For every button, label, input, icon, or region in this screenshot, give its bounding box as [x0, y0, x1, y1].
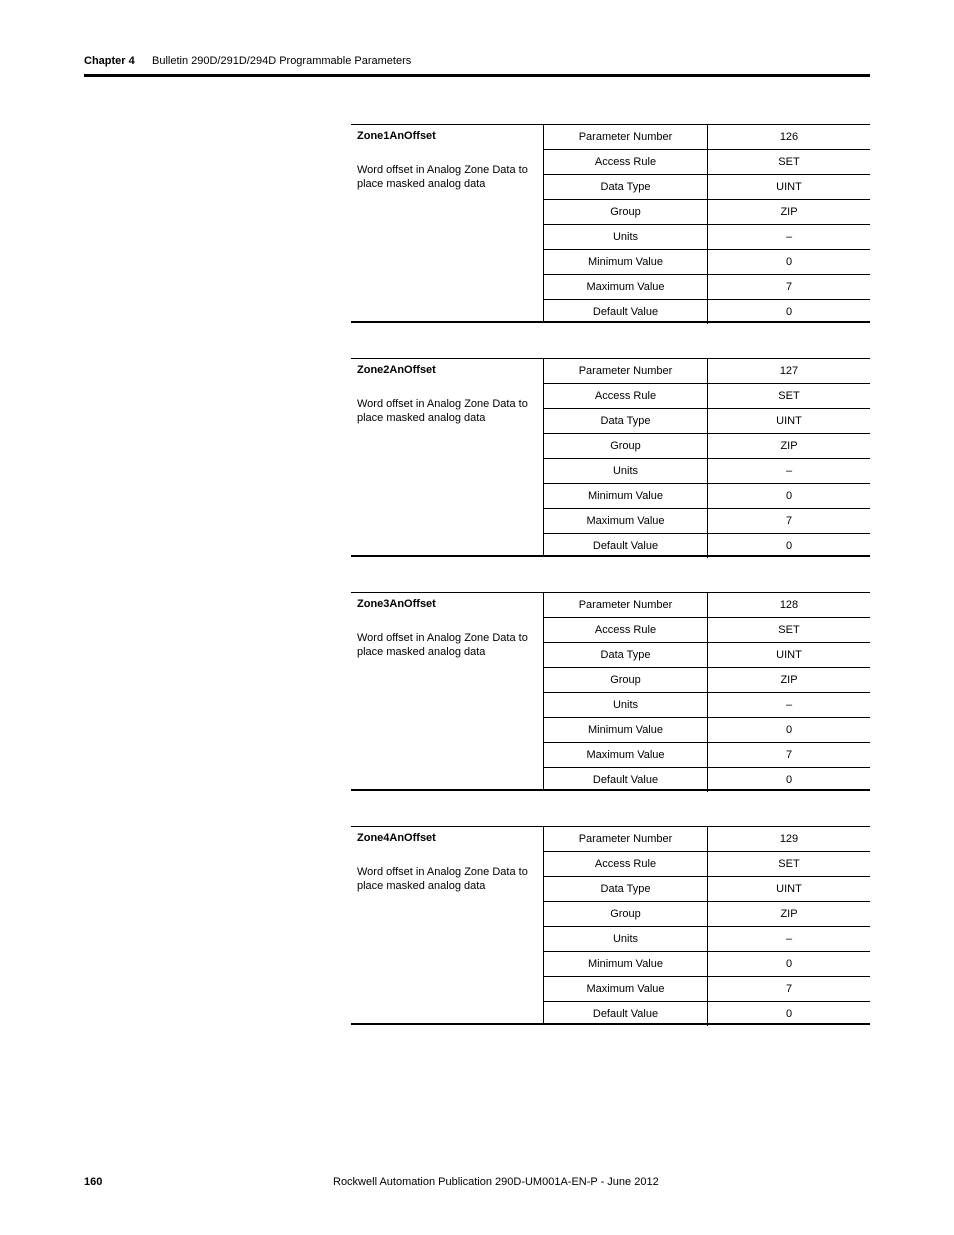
table-row: [544, 827, 870, 852]
table-row: [544, 743, 870, 768]
attribute-label: Data Type: [544, 175, 708, 200]
attribute-label: Maximum Value: [544, 275, 708, 300]
attribute-label: Parameter Number: [544, 359, 708, 384]
table-row: [544, 902, 870, 927]
attribute-label: Minimum Value: [544, 952, 708, 977]
parameter-description: Word offset in Analog Zone Data to place masked analog data: [357, 164, 528, 190]
attribute-label: Access Rule: [544, 618, 708, 643]
table-row: [544, 125, 870, 150]
table-row: [544, 484, 870, 509]
parameter-name: Zone3AnOffset: [357, 598, 436, 610]
chapter-label: Chapter 4: [84, 55, 135, 67]
parameter-description-cell: [351, 125, 544, 321]
attribute-label: Parameter Number: [544, 827, 708, 852]
parameter-attributes-table: [544, 359, 870, 558]
attribute-label: Minimum Value: [544, 718, 708, 743]
parameter-attributes-table: [544, 593, 870, 792]
attribute-label: Units: [544, 927, 708, 952]
table-row: [544, 534, 870, 559]
attribute-value: –: [708, 693, 871, 718]
attribute-value: –: [708, 459, 871, 484]
parameter-block-zone4: [351, 826, 870, 1025]
table-row: [544, 434, 870, 459]
attribute-value: –: [708, 225, 871, 250]
table-row: [544, 643, 870, 668]
table-row: [544, 359, 870, 384]
attribute-label: Group: [544, 434, 708, 459]
table-row: [544, 618, 870, 643]
attribute-label: Minimum Value: [544, 250, 708, 275]
table-row: [544, 225, 870, 250]
attribute-value: UINT: [708, 877, 871, 902]
attribute-value: 0: [708, 250, 871, 275]
table-row: [544, 409, 870, 434]
attribute-label: Group: [544, 902, 708, 927]
attribute-label: Units: [544, 693, 708, 718]
attribute-value: 0: [708, 952, 871, 977]
table-row: [544, 877, 870, 902]
parameter-name: Zone4AnOffset: [357, 832, 436, 844]
attribute-value: SET: [708, 852, 871, 877]
attribute-value: UINT: [708, 175, 871, 200]
attribute-value: SET: [708, 150, 871, 175]
attribute-value: 0: [785, 1008, 793, 1020]
attribute-label: Default Value: [544, 300, 708, 325]
parameter-block-zone3: [351, 592, 870, 791]
table-row: [544, 1002, 870, 1027]
parameter-attributes-table: [544, 125, 870, 324]
table-row: [544, 384, 870, 409]
parameter-block-zone1: [351, 124, 870, 323]
attribute-value: 0: [785, 306, 793, 318]
attribute-label: Data Type: [544, 409, 708, 434]
attribute-value: 7: [708, 509, 871, 534]
table-row: [544, 300, 870, 325]
parameter-block-zone2: [351, 358, 870, 557]
parameter-description: Word offset in Analog Zone Data to place masked analog data: [357, 398, 528, 424]
attribute-value: SET: [708, 618, 871, 643]
attribute-value: 126: [708, 125, 871, 150]
attribute-label: Data Type: [544, 877, 708, 902]
attribute-label: Access Rule: [544, 150, 708, 175]
attribute-value: ZIP: [708, 902, 871, 927]
attribute-label: Units: [544, 225, 708, 250]
attribute-label: Units: [544, 459, 708, 484]
table-row: [544, 977, 870, 1002]
attribute-label: Data Type: [544, 643, 708, 668]
parameter-description: Word offset in Analog Zone Data to place masked analog data: [357, 632, 528, 658]
attribute-value: –: [708, 927, 871, 952]
attribute-value: ZIP: [708, 668, 871, 693]
table-row: [544, 150, 870, 175]
attribute-label: Maximum Value: [544, 977, 708, 1002]
attribute-value: 128: [708, 593, 871, 618]
attribute-value: 0: [708, 718, 871, 743]
parameter-description-cell: [351, 359, 544, 555]
table-row: [544, 250, 870, 275]
attribute-value: UINT: [708, 409, 871, 434]
attribute-value: 129: [708, 827, 871, 852]
parameter-description: Word offset in Analog Zone Data to place masked analog data: [357, 866, 528, 892]
attribute-value: 7: [708, 275, 871, 300]
table-row: [544, 718, 870, 743]
attribute-label: Parameter Number: [544, 125, 708, 150]
attribute-label: Default Value: [544, 768, 708, 793]
attribute-value: 7: [708, 977, 871, 1002]
page-header: [84, 52, 870, 70]
table-row: [544, 175, 870, 200]
publication-info: Rockwell Automation Publication 290D-UM001A-EN-P - June 2012: [333, 1176, 659, 1188]
table-row: [544, 927, 870, 952]
attribute-label: Parameter Number: [544, 593, 708, 618]
attribute-label: Maximum Value: [544, 509, 708, 534]
table-row: [544, 275, 870, 300]
table-row: [544, 200, 870, 225]
attribute-value: 0: [708, 484, 871, 509]
attribute-value: 127: [708, 359, 871, 384]
page-number: 160: [84, 1176, 103, 1188]
attribute-value: ZIP: [708, 200, 871, 225]
parameter-description-cell: [351, 593, 544, 789]
table-row: [544, 693, 870, 718]
table-row: [544, 593, 870, 618]
attribute-label: Default Value: [544, 1002, 708, 1027]
attribute-label: Minimum Value: [544, 484, 708, 509]
attribute-label: Maximum Value: [544, 743, 708, 768]
attribute-value: 0: [785, 774, 793, 786]
parameter-attributes-table: [544, 827, 870, 1026]
table-row: [544, 668, 870, 693]
attribute-value: 7: [708, 743, 871, 768]
header-rule: [84, 74, 870, 77]
table-row: [544, 768, 870, 793]
table-row: [544, 509, 870, 534]
table-row: [544, 852, 870, 877]
attribute-label: Access Rule: [544, 384, 708, 409]
chapter-title: Bulletin 290D/291D/294D Programmable Parameters: [152, 55, 412, 67]
attribute-value: 0: [785, 540, 793, 552]
attribute-value: UINT: [708, 643, 871, 668]
parameter-description-cell: [351, 827, 544, 1023]
attribute-label: Default Value: [544, 534, 708, 559]
parameter-name: Zone1AnOffset: [357, 130, 436, 142]
parameter-name: Zone2AnOffset: [357, 364, 436, 376]
attribute-label: Group: [544, 668, 708, 693]
attribute-label: Group: [544, 200, 708, 225]
table-row: [544, 459, 870, 484]
attribute-label: Access Rule: [544, 852, 708, 877]
attribute-value: ZIP: [708, 434, 871, 459]
attribute-value: SET: [708, 384, 871, 409]
table-row: [544, 952, 870, 977]
